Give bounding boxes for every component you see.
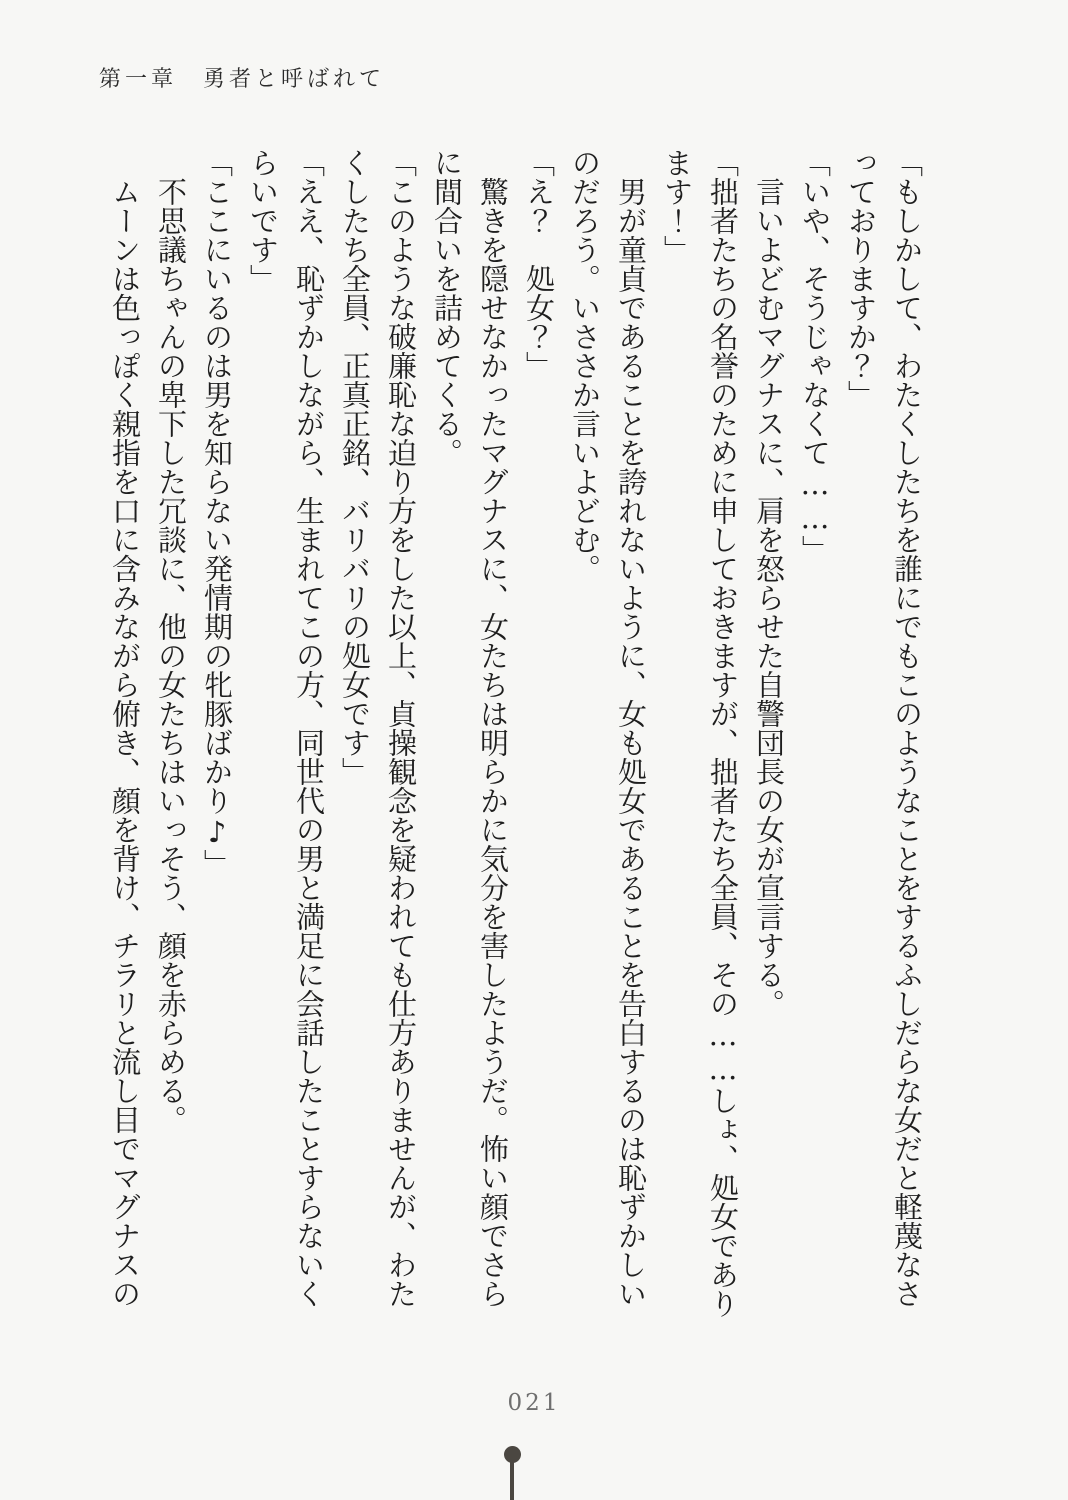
paragraph-dialogue: 「このような破廉恥な迫り方をした以上、貞操観念を疑われても仕方ありませんが、わたくしたち全員、正真正銘、バリバリの処女です」: [338, 148, 418, 1308]
paragraph-dialogue: 「いや、そうじゃなくて……」: [798, 148, 832, 564]
paragraph-dialogue: 「え？ 処女？」: [522, 148, 556, 380]
paragraph-narration: 男が童貞であることを誇れないように、女も処女であることを告白するのは恥ずかしいのだろう。いささか言いよどむ。: [568, 148, 648, 1308]
paragraph-narration: 言いよどむマグナスに、肩を怒らせた自警団長の女が宣言する。: [752, 148, 786, 1018]
paragraph-dialogue: 「もしかして、わたくしたちを誰にでもこのようなことをするふしだらな女だと軽蔑なさっておりますか？」: [844, 148, 924, 1308]
paragraph-narration: 驚きを隠せなかったマグナスに、女たちは明らかに気分を害したようだ。怖い顔でさらに間合いを詰めてくる。: [430, 148, 510, 1308]
paragraph-narration: 不思議ちゃんの卑下した冗談に、他の女たちはいっそう、顔を赤らめる。: [154, 148, 188, 1134]
paragraph-narration: ムーンは色っぽく親指を口に含みながら俯き、顔を背け、チラリと流し目でマグナスの: [108, 148, 142, 1308]
paragraph-dialogue: 「拙者たちの名誉のために申しておきますが、拙者たち全員、その……しょ、処女であります！」: [660, 148, 740, 1318]
page-marker-stem: [510, 1460, 514, 1500]
chapter-header: 第一章 勇者と呼ばれて: [99, 67, 386, 92]
body-text: [102, 148, 930, 1320]
paragraph-dialogue: 「ここにいるのは男を知らない発情期の牝豚ばかり♪」: [200, 148, 234, 878]
page-number: 021: [507, 1390, 561, 1416]
paragraph-dialogue: 「ええ、恥ずかしながら、生まれてこの方、同世代の男と満足に会話したことすらないくらいです」: [246, 148, 326, 1308]
